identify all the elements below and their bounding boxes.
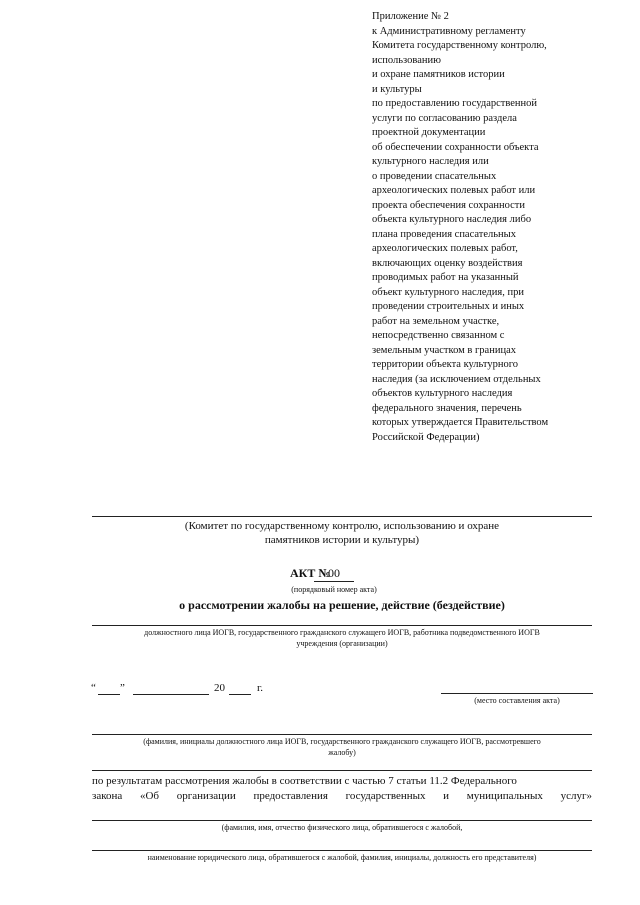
appendix-line: проекта обеспечения сохранности (372, 199, 525, 211)
place-line (441, 693, 593, 694)
appendix-line: территории объекта культурного (372, 359, 519, 370)
appendix-line: включающих оценку воздействия (372, 257, 523, 269)
committee-line1: (Комитет по государственному контролю, использованию и охране (184, 520, 500, 532)
appendix-line: и охране памятников истории (372, 69, 505, 80)
date-year-suffix: г. (257, 682, 264, 694)
appendix-line: использованию (372, 54, 441, 66)
appendix-line: объектов культурного наследия (372, 388, 513, 399)
reviewer-hint-line2: жалобу) (328, 748, 356, 757)
appendix-line: Комитета государственному контролю, (372, 40, 547, 51)
appendix-line: археологических полевых работ, (372, 243, 518, 254)
appendix-line: культурного наследия или (372, 156, 489, 167)
date-year-prefix: 20 (214, 682, 225, 694)
official-hint-line1: должностного лица ИОГВ, государственного гражданского служащего ИОГВ, работника подведомственного ИОГВ (144, 628, 540, 637)
person-hint: (фамилия, имя, отчество физического лица, обратившегося с жалобой, (221, 823, 463, 832)
appendix-line: плана проведения спасательных (372, 228, 516, 240)
appendix-line: по предоставлению государственной (372, 98, 538, 109)
date-year-line (229, 694, 251, 695)
reviewer-hint (92, 736, 592, 758)
appendix-line: об обеспечении сохранности объекта (372, 141, 539, 153)
appendix-line: объект культурного наследия, при (372, 286, 524, 298)
place-hint: (место составления акта) (474, 696, 560, 705)
act-subject: о рассмотрении жалобы на решение, действие (бездействие) (179, 598, 505, 612)
appendix-line: проведении строительных и иных (372, 301, 525, 312)
official-line (92, 625, 592, 626)
reviewer-line (92, 734, 592, 735)
appendix-line: Приложение № 2 (372, 11, 449, 22)
appendix-line: проводимых работ на указанный (372, 272, 519, 283)
appendix-line: которых утверждается Правительством (372, 417, 549, 428)
act-number-hint: (порядковый номер акта) (291, 585, 377, 594)
appendix-line: и культуры (372, 83, 422, 95)
act-number: 00 (328, 566, 340, 580)
date-close-quote: ” (120, 682, 125, 694)
entity-line (92, 850, 592, 851)
appendix-line: о проведении спасательных (372, 170, 497, 182)
appendix-line: проектной документации (372, 127, 486, 138)
official-hint-line2: учреждения (организации) (296, 639, 388, 648)
committee-name (92, 519, 592, 547)
committee-line (92, 516, 592, 517)
appendix-line: наследия (за исключением отдельных (372, 373, 541, 385)
person-line (92, 820, 592, 821)
date-month-line (133, 694, 209, 695)
appendix-line: объекта культурного наследия либо (372, 214, 532, 225)
act-number-line (314, 581, 354, 582)
appendix-line: земельным участком в границах (372, 344, 516, 356)
date-open-quote: “ (91, 682, 96, 694)
appendix-header (372, 10, 634, 445)
reviewer-hint-line1: (фамилия, инициалы должностного лица ИОГВ, государственного гражданского служащего ИОГВ, рассмотревшего (143, 737, 541, 746)
result-text (92, 774, 592, 804)
committee-line2: памятников истории и культуры) (264, 534, 420, 546)
act-label: АКТ № (290, 566, 331, 580)
entity-hint: наименование юридического лица, обратившегося с жалобой, фамилия, инициалы, должность его представителя) (147, 853, 537, 862)
appendix-line: работ на земельном участке, (372, 315, 500, 327)
appendix-line: непосредственно связанном с (372, 330, 505, 341)
appendix-line: Российской Федерации) (372, 431, 480, 443)
appendix-line: к Административному регламенту (372, 25, 526, 37)
date-day-line (98, 694, 120, 695)
result-top-line (92, 770, 592, 771)
official-hint (92, 627, 592, 649)
appendix-line: археологических полевых работ или (372, 185, 536, 196)
result-line2: закона «Об организации предоставления государственных и муниципальных услуг» (92, 790, 592, 802)
appendix-line: федерального значения, перечень (372, 402, 522, 414)
appendix-line: услуги по согласованию раздела (372, 112, 517, 124)
result-line1: по результатам рассмотрения жалобы в соответствии с частью 7 статьи 11.2 Федерального (92, 775, 517, 787)
